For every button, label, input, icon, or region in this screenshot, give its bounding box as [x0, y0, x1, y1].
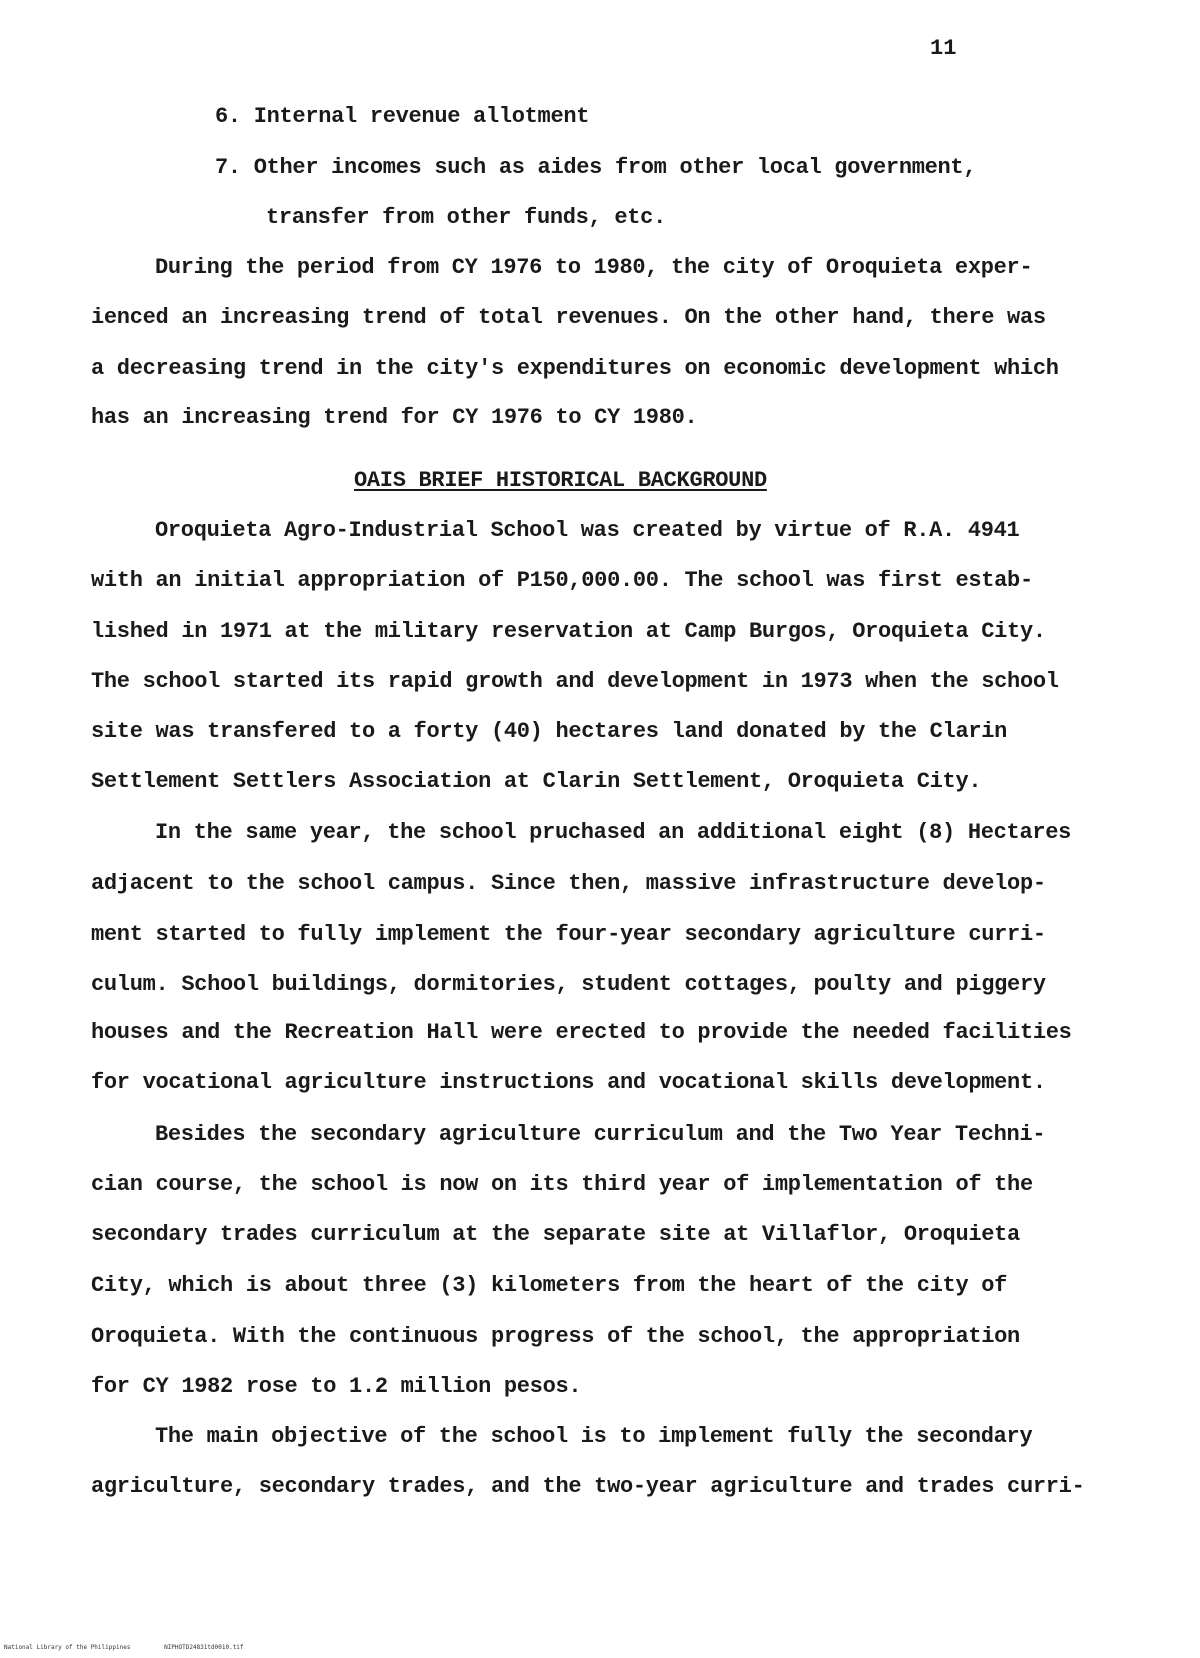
paragraph-line: In the same year, the school pruchased an additional eight (8) Hectares: [155, 820, 1072, 845]
paragraph-line: The school started its rapid growth and development in 1973 when the school: [91, 669, 1059, 694]
paragraph-line: culum. School buildings, dormitories, student cottages, poulty and piggery: [91, 972, 1046, 997]
paragraph-line: site was transfered to a forty (40) hectares land donated by the Clarin: [91, 719, 1008, 744]
paragraph-line: houses and the Recreation Hall were erected to provide the needed facilities: [91, 1020, 1072, 1045]
list-item-6: 6. Internal revenue allotment: [215, 104, 590, 129]
paragraph-line: has an increasing trend for CY 1976 to CY 1980.: [91, 405, 698, 430]
list-item-7-continuation: transfer from other funds, etc.: [266, 205, 666, 230]
paragraph-line: ienced an increasing trend of total revenues. On the other hand, there was: [91, 305, 1046, 330]
page-number: 11: [930, 36, 957, 61]
paragraph-line: for vocational agriculture instructions and vocational skills development.: [91, 1070, 1046, 1095]
footer-filename: NIPHOTD24831td0010.tif: [164, 1644, 244, 1651]
paragraph-line: secondary trades curriculum at the separate site at Villaflor, Oroquieta: [91, 1222, 1020, 1247]
paragraph-line: ment started to fully implement the four-year secondary agriculture curri-: [91, 922, 1046, 947]
paragraph-line: for CY 1982 rose to 1.2 million pesos.: [91, 1374, 582, 1399]
footer-library: National Library of the Philippines: [4, 1644, 131, 1651]
paragraph-line: During the period from CY 1976 to 1980, the city of Oroquieta exper-: [155, 255, 1033, 280]
section-heading: OAIS BRIEF HISTORICAL BACKGROUND: [354, 468, 767, 493]
paragraph-line: Settlement Settlers Association at Clarin Settlement, Oroquieta City.: [91, 769, 982, 794]
paragraph-line: adjacent to the school campus. Since then, massive infrastructure develop-: [91, 871, 1046, 896]
paragraph-line: agriculture, secondary trades, and the two-year agriculture and trades curri-: [91, 1474, 1085, 1499]
scan-footer: [4, 1644, 244, 1651]
paragraph-line: Besides the secondary agriculture curriculum and the Two Year Techni-: [155, 1122, 1046, 1147]
list-item-7: 7. Other incomes such as aides from other local government,: [215, 155, 977, 180]
paragraph-line: cian course, the school is now on its third year of implementation of the: [91, 1172, 1033, 1197]
paragraph-line: City, which is about three (3) kilometers from the heart of the city of: [91, 1273, 1008, 1298]
paragraph-line: with an initial appropriation of P150,000.00. The school was first estab-: [91, 568, 1033, 593]
paragraph-line: Oroquieta. With the continuous progress of the school, the appropriation: [91, 1324, 1020, 1349]
paragraph-line: The main objective of the school is to implement fully the secondary: [155, 1424, 1033, 1449]
paragraph-line: a decreasing trend in the city's expenditures on economic development which: [91, 356, 1059, 381]
paragraph-line: Oroquieta Agro-Industrial School was created by virtue of R.A. 4941: [155, 518, 1020, 543]
paragraph-line: lished in 1971 at the military reservation at Camp Burgos, Oroquieta City.: [91, 619, 1046, 644]
